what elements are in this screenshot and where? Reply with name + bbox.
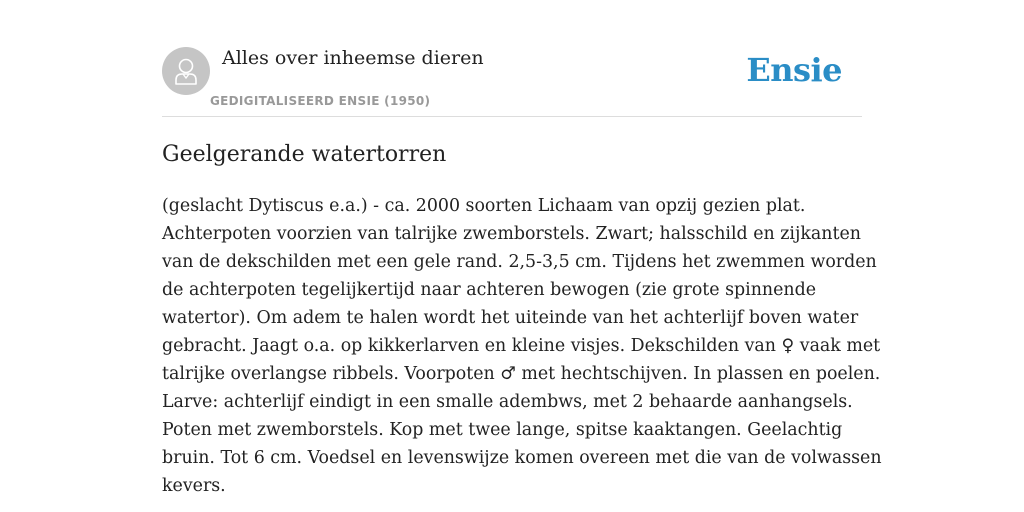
site-subtitle: GEDIGITALISEERD ENSIE (1950) [210, 94, 431, 108]
body-line: Achterpoten voorzien van talrijke zwemborstels. Zwart; halsschild en zijkanten [162, 224, 861, 244]
body-line: kevers. [162, 476, 226, 496]
body-line: bruin. Tot 6 cm. Voedsel en levenswijze komen overeen met die van de volwassen [162, 448, 882, 468]
body-line: talrijke overlangse ribbels. Voorpoten ♂ met hechtschijven. In plassen en poelen. [162, 364, 881, 384]
body-line: watertor). Om adem te halen wordt het uiteinde van het achterlijf boven water [162, 308, 859, 328]
content-container [162, 0, 882, 496]
header [162, 0, 862, 117]
avatar[interactable] [162, 47, 210, 95]
body-line: gebracht. Jaagt o.a. op kikkerlarven en kleine visjes. Dekschilden van ♀ vaak met [162, 336, 881, 356]
body-line: Poten met zwemborstels. Kop met twee lange, spitse kaaktangen. Geelachtig [162, 420, 843, 440]
body-line: (geslacht Dytiscus e.a.) - ca. 2000 soorten Lichaam van opzij gezien plat. [162, 196, 806, 216]
brand-logo-link[interactable]: Ensie [746, 51, 842, 89]
entry-title: Geelgerande watertorren [162, 142, 447, 167]
entry-body [162, 192, 882, 500]
body-line: Larve: achterlijf eindigt in een smalle adembws, met 2 behaarde aanhangsels. [162, 392, 853, 412]
user-icon [173, 56, 199, 86]
body-line: de achterpoten tegelijkertijd naar achteren bewogen (zie grote spinnende [162, 280, 817, 300]
site-title-link[interactable]: Alles over inheemse dieren [222, 47, 484, 69]
body-line: van de dekschilden met een gele rand. 2,5-3,5 cm. Tijdens het zwemmen worden [162, 252, 877, 272]
